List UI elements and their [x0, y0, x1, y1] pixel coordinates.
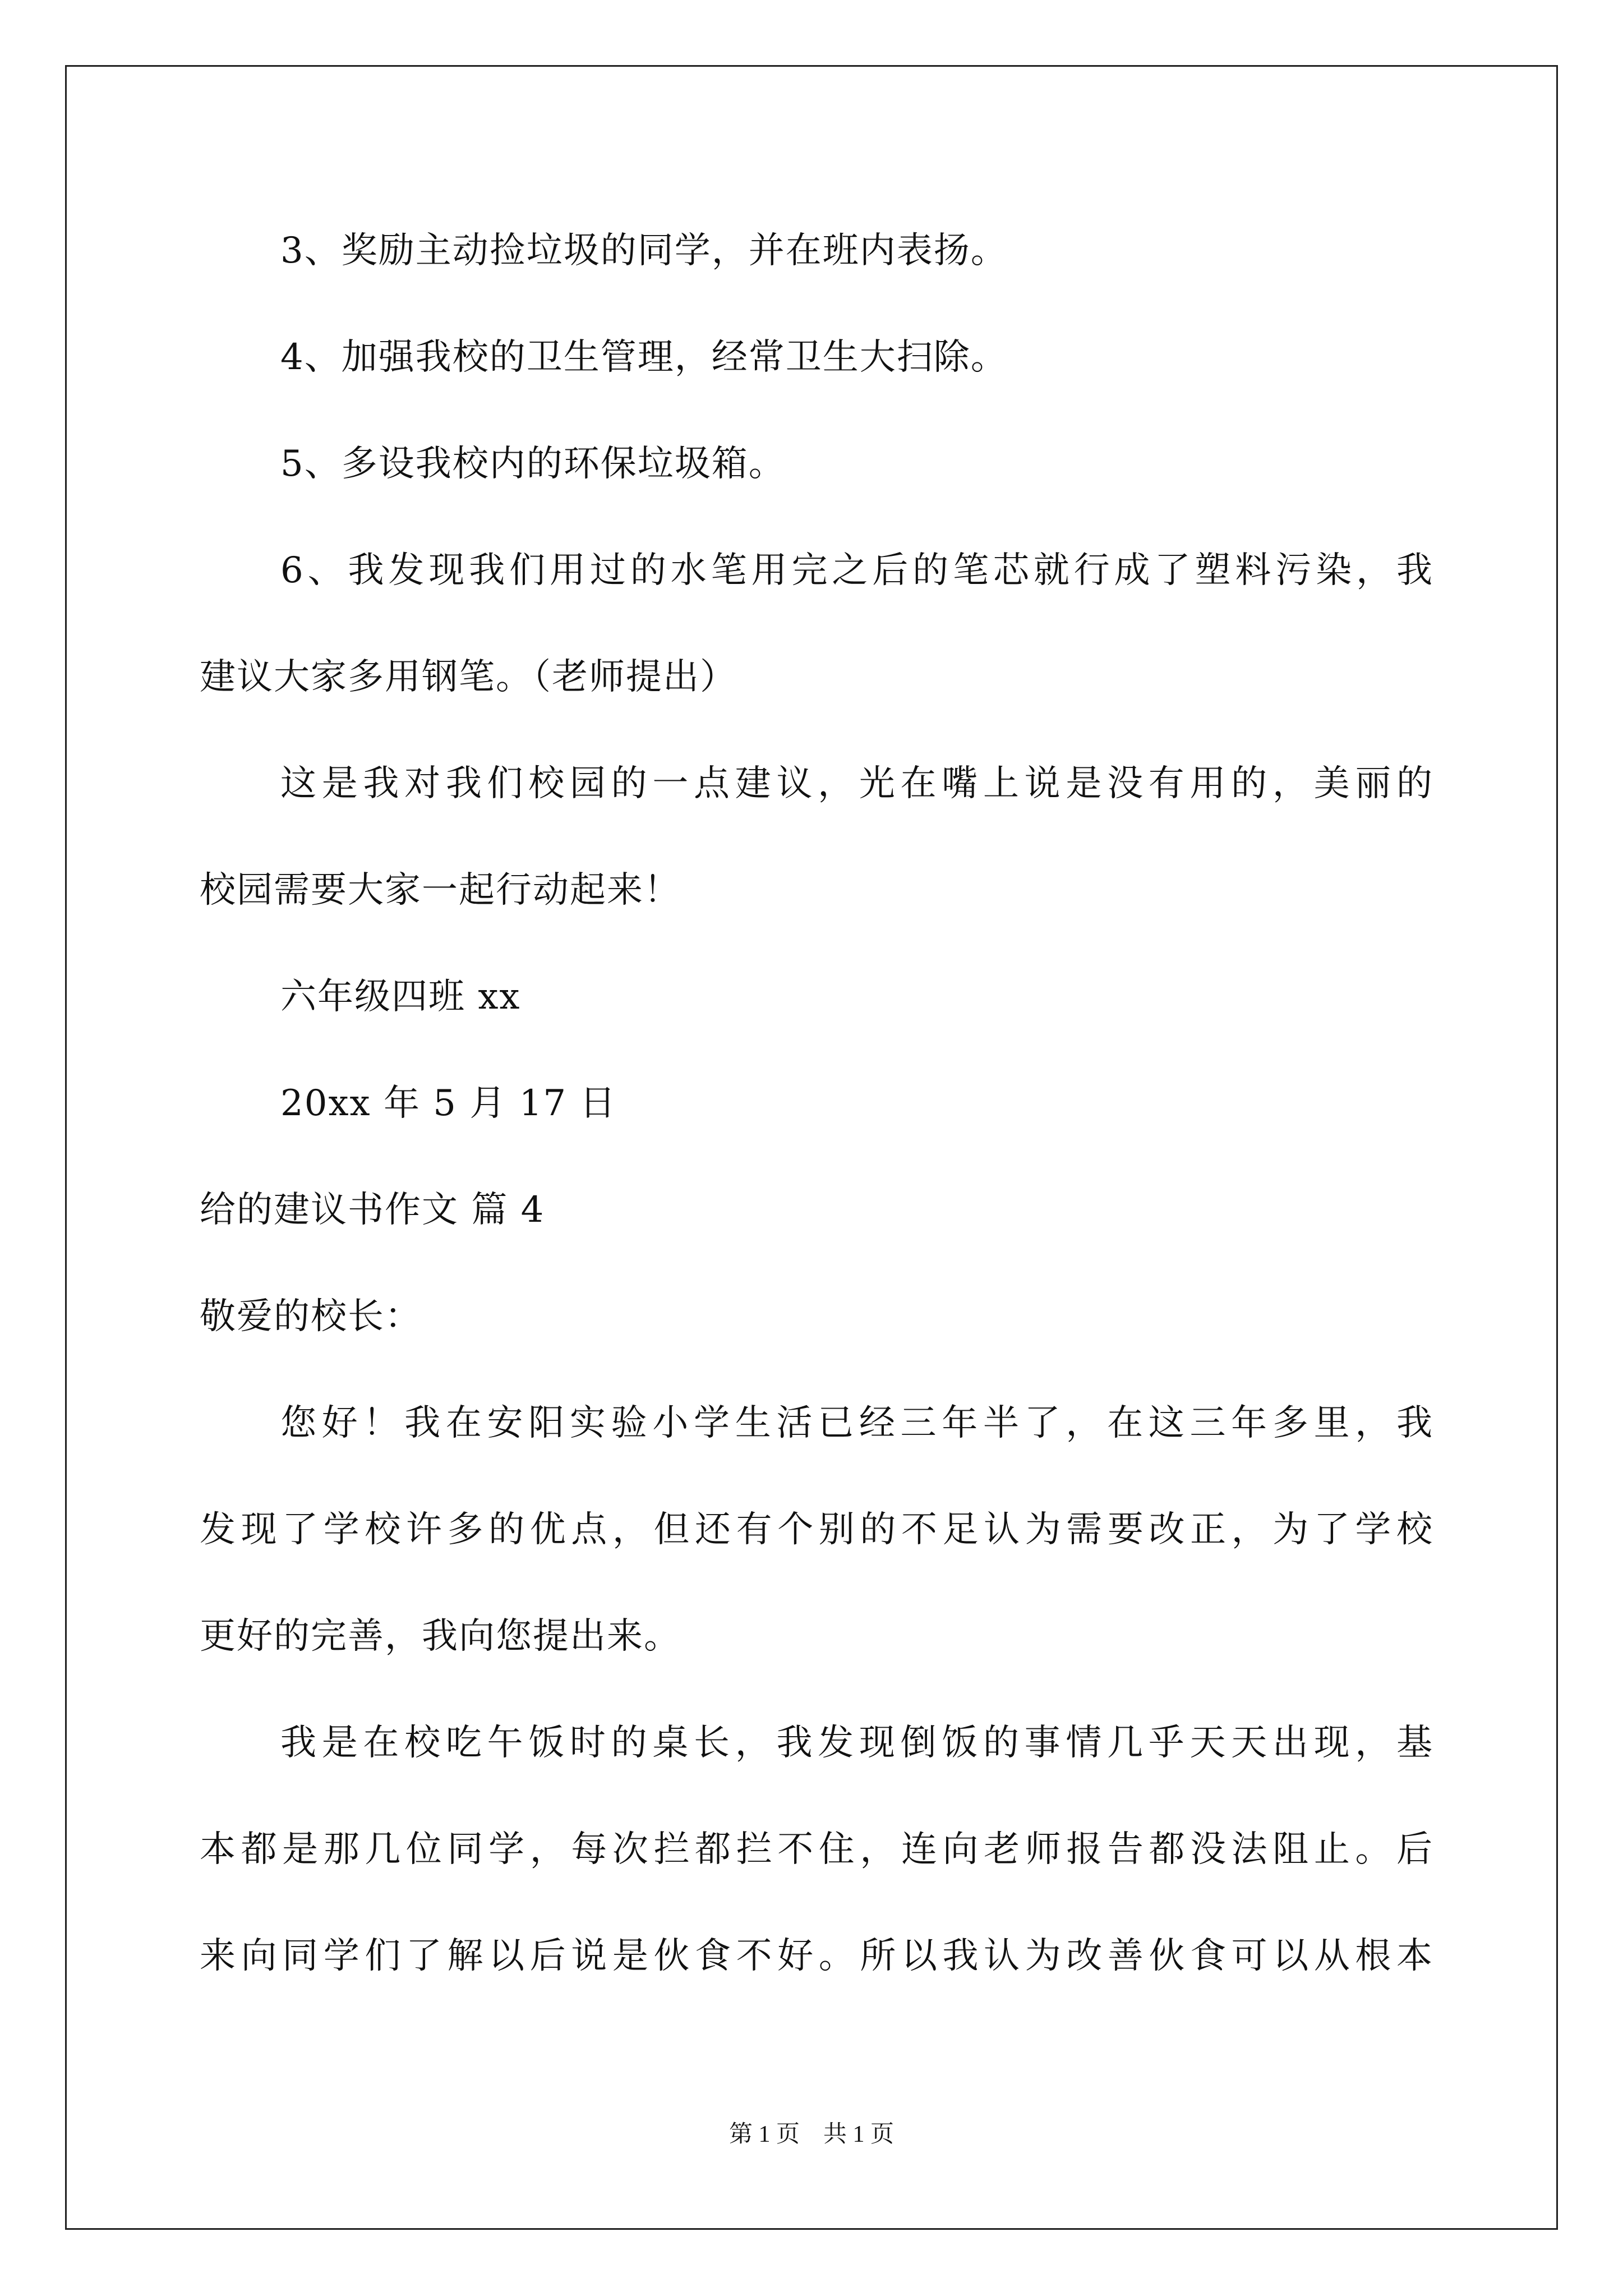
paragraph-2-line-1: 我是在校吃午饭时的桌长，我发现倒饭的事情几乎天天出现，基: [280, 1722, 1433, 1764]
list-item-3: 3、奖励主动捡垃圾的同学，并在班内表扬。: [280, 230, 1008, 272]
paragraph-2-line-3: 来向同学们了解以后说是伙食不好。所以我认为改善伙食可以从根本: [200, 1935, 1433, 1977]
list-item-6-line-1: 6、我发现我们用过的水笔用完之后的笔芯就行成了塑料污染，我: [280, 550, 1433, 591]
signature-class: 六年级四班 xx: [280, 976, 521, 1018]
paragraph-2-line-2: 本都是那几位同学，每次拦都拦不住，连向老师报告都没法阻止。后: [200, 1829, 1433, 1870]
paragraph-1-line-1: 您好！我在安阳实验小学生活已经三年半了，在这三年多里，我: [280, 1402, 1433, 1444]
paragraph-1-line-3: 更好的完善，我向您提出来。: [200, 1616, 681, 1657]
section-heading: 给的建议书作文 篇 4: [200, 1189, 545, 1231]
salutation: 敬爱的校长：: [200, 1296, 422, 1337]
paragraph-1-line-2: 发现了学校许多的优点，但还有个别的不足认为需要改正，为了学校: [200, 1509, 1433, 1550]
page-number-footer: 第 1 页 共 1 页: [728, 2122, 894, 2147]
signature-date: 20xx 年 5 月 17 日: [280, 1083, 617, 1124]
list-item-4: 4、加强我校的卫生管理，经常卫生大扫除。: [280, 337, 1008, 378]
closing-paragraph-line-1: 这是我对我们校园的一点建议，光在嘴上说是没有用的，美丽的: [280, 763, 1433, 804]
list-item-6-line-2: 建议大家多用钢笔。（老师提出）: [200, 656, 737, 698]
page-border: [65, 65, 1558, 2230]
list-item-5: 5、多设我校内的环保垃圾箱。: [280, 443, 786, 485]
closing-paragraph-line-2: 校园需要大家一起行动起来！: [200, 869, 681, 911]
